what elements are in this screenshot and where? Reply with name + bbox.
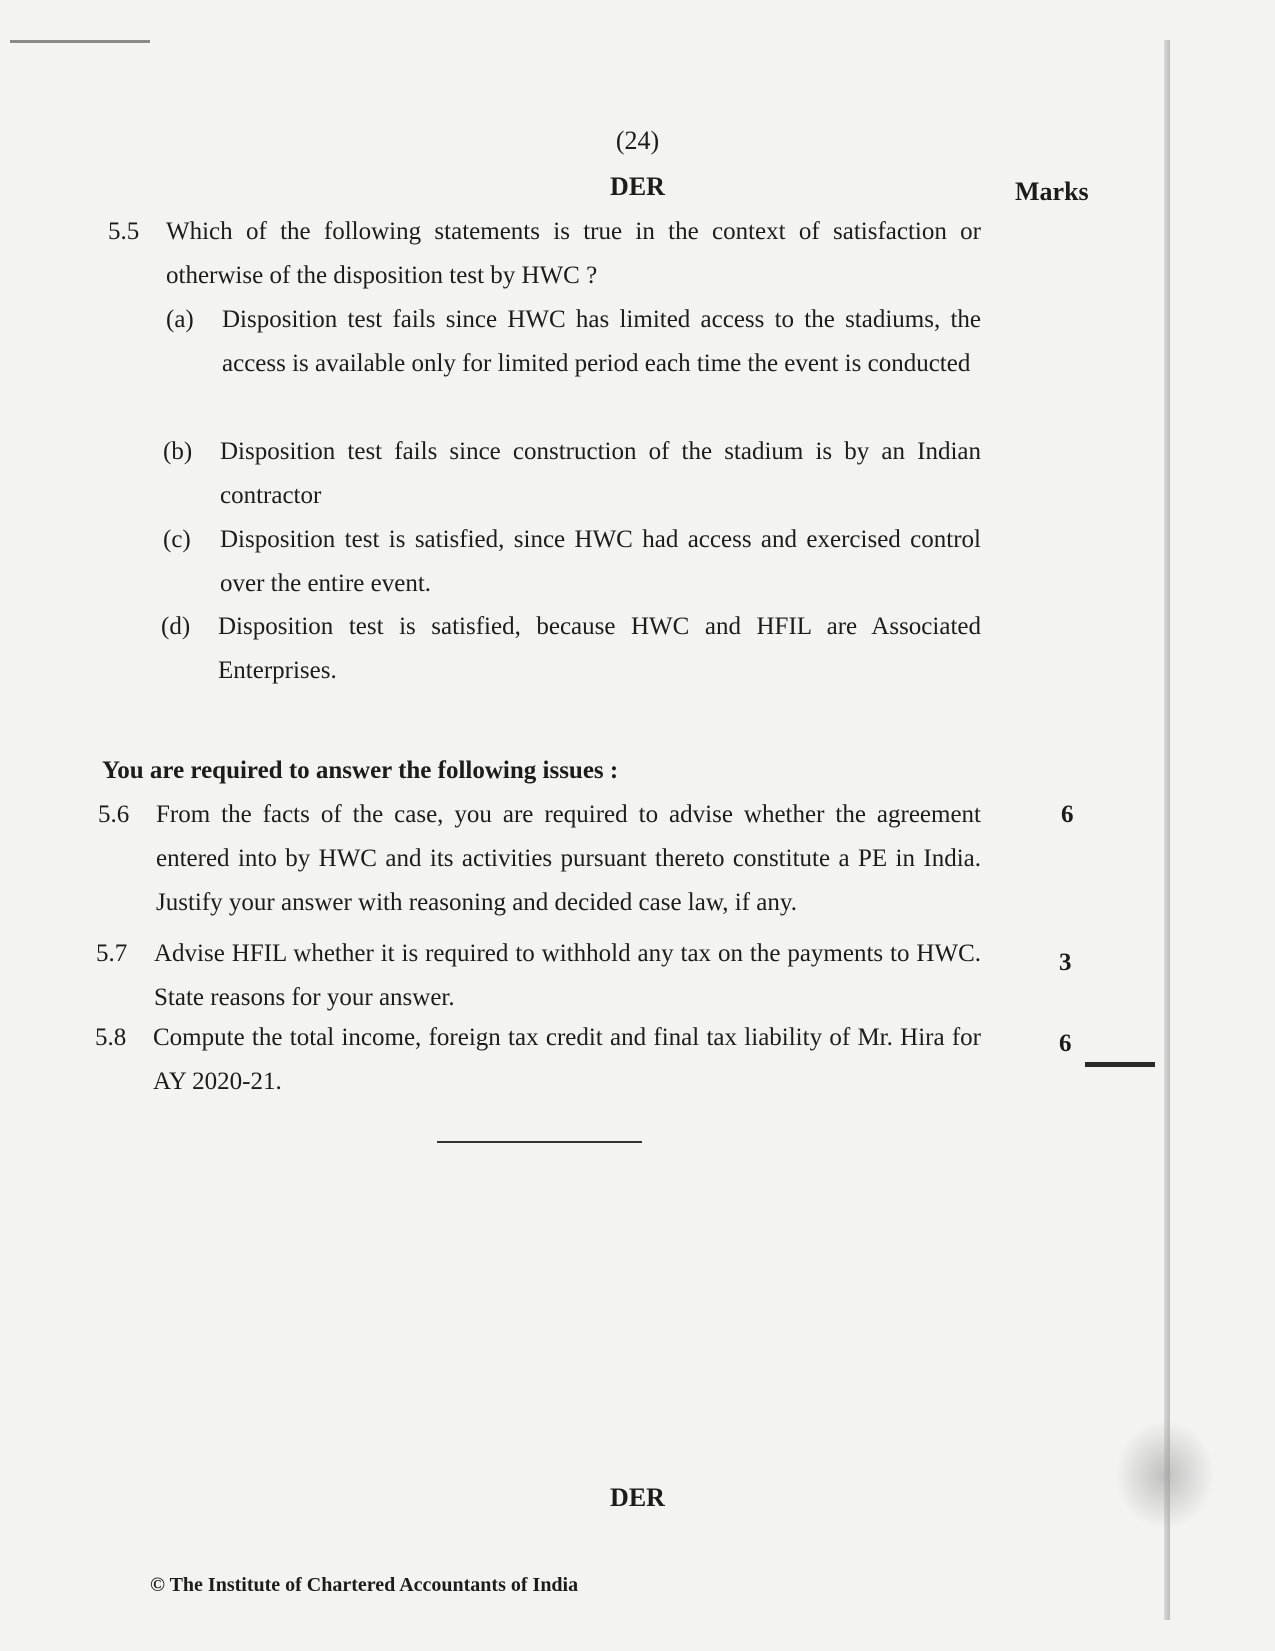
section-heading: You are required to answer the following issues : (102, 757, 619, 784)
paper-code-header: DER (610, 172, 665, 201)
question-number: 5.6 (98, 801, 130, 828)
question-text: Compute the total income, foreign tax credit and final tax liability of Mr. Hira for AY 2020-21. (153, 1024, 981, 1095)
question-text: Advise HFIL whether it is required to withhold any tax on the payments to HWC. State reasons for your answer. (154, 940, 981, 1011)
option-text: Disposition test fails since HWC has limited access to the stadiums, the access is available only for limited period each time the event is conducted (222, 306, 981, 377)
option-label: (c) (163, 526, 191, 553)
option-label: (a) (166, 306, 194, 333)
scan-mark (1085, 1062, 1155, 1067)
copyright-notice: © The Institute of Chartered Accountants of India (150, 1574, 579, 1596)
option-text: Disposition test fails since construction of the stadium is by an Indian contractor (220, 438, 981, 509)
question-marks: 6 (1061, 801, 1074, 828)
question-text: Which of the following statements is true in the context of satisfaction or otherwise of the disposition test by HWC ? (166, 218, 981, 289)
paper-code-footer: DER (610, 1483, 665, 1512)
question-number: 5.8 (95, 1024, 127, 1051)
page-number: (24) (615, 126, 660, 155)
option-text: Disposition test is satisfied, since HWC had access and exercised control over the entire event. (220, 526, 981, 597)
question-text: From the facts of the case, you are required to advise whether the agreement entered into by HWC and its activities pursuant thereto constitute a PE in India. Justify your answer with reasoning and decided case law, if any. (156, 801, 981, 916)
question-number: 5.7 (96, 940, 128, 967)
question-marks: 6 (1059, 1030, 1072, 1057)
question-number: 5.5 (108, 218, 140, 245)
scan-page-edge (1164, 40, 1170, 1620)
scan-mark (10, 40, 150, 43)
end-divider (437, 1141, 642, 1143)
option-label: (d) (161, 613, 191, 640)
option-text: Disposition test is satisfied, because HWC and HFIL are Associated Enterprises. (218, 613, 981, 684)
marks-column-heading: Marks (1015, 177, 1089, 206)
option-label: (b) (163, 438, 193, 465)
scan-shadow (1115, 1420, 1215, 1530)
question-marks: 3 (1059, 949, 1072, 976)
